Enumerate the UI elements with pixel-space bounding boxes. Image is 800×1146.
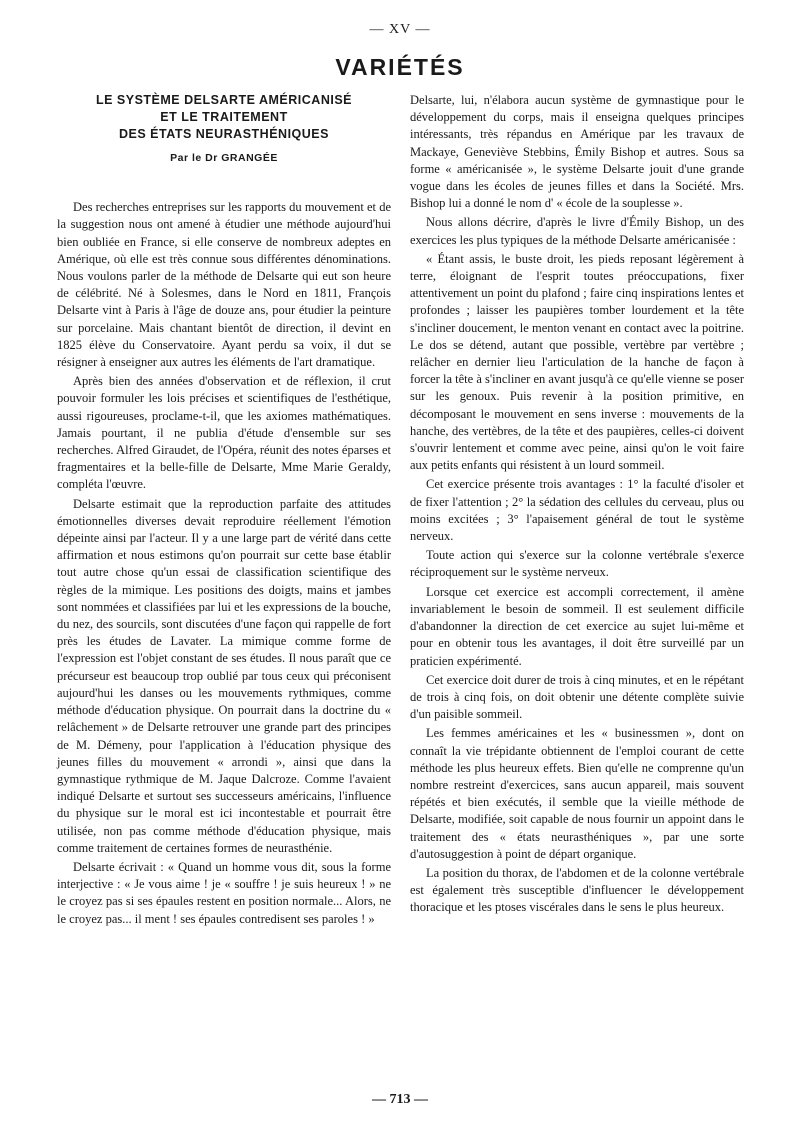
paragraph: Après bien des années d'observation et de réflexion, il crut pouvoir formuler les lois précises et scientifiques de l'esthétique, aussi rigoureuses, proclame-t-il, que les axiomes mathématiques. Jamais pourtant, il ne publia d'étude d'ensemble sur ses recherches. Alfred Giraudet, de l'Opéra, réunit des notes éparses et fragmentaires et la belle-fille de Delsarte, Mme Marie Geraldy, compléta l'œuvre.	[57, 374, 391, 492]
article-title-line-1: LE SYSTÈME DELSARTE AMÉRICANISÉ	[95, 93, 353, 107]
paragraph: Cet exercice présente trois avantages : 1° la faculté d'isoler et de fixer l'attention ; 2° la sédation des cellules du cerveau, plus ou moins excitées ; 3° l'apaisement général de tout le système nerveux.	[410, 477, 744, 544]
paragraph: Cet exercice doit durer de trois à cinq minutes, et en le répétant de trois à cinq fois, on doit obtenir une détente complète suivie d'un paisible sommeil.	[410, 672, 744, 722]
paragraph: « Étant assis, le buste droit, les pieds reposant légèrement à terre, éloignant de l'esprit toutes préoccupations, fixer attentivement un point du plafond ; faire cinq inspirations lentes et profondes ; laisser les paupières tomber lourdement et la tête s'incliner doucement, le menton venant en contact avec la poitrine. Le dos se détend, autant que possible, vertèbre par vertèbre ; relâcher en dernier lieu l'articulation de la hanche de façon à forcer la tête à s'incliner en avant jusqu'à ce qu'elle vienne se poser sur les genoux. Puis revenir à la position primitive, en décomposant le mouvement en sens inverse : mouvements de la hanche, des vertèbres, de la tête et des paupières, celles-ci doivent s'ouvrir lentement et comme avec peine, ainsi qu'on le voit faire aux petits enfants qui résistent à un lourd sommeil.	[410, 251, 744, 473]
roman-page-number: — XV —	[369, 22, 431, 37]
article-title	[57, 92, 391, 143]
paragraph: Les femmes américaines et les « businessmen », dont on connaît la vie trépidante obtiennent de l'emploi courant de cette méthode les plus heureux effets. Bien qu'elle ne comprenne qu'un nombre restreint d'exercices, sans aucun appareil, mais souvent répétés et bien exécutés, il semble que la vieille méthode de Delsarte, modifiée, soit capable de nous fournir un appoint dans le traitement des « états neurasthéniques », par une sorte d'autosuggestion à point de départ organique.	[410, 726, 744, 861]
paragraph: Toute action qui s'exerce sur la colonne vertébrale s'exerce réciproquement sur le système nerveux.	[410, 548, 744, 580]
author-byline: Par le Dr GRANGÉE	[170, 152, 278, 164]
paragraph: La position du thorax, de l'abdomen et de la colonne vertébrale est également très susceptible d'influencer le développement thoracique et les ptoses viscérales dans le sens le plus heureux.	[410, 865, 744, 915]
paragraph: Des recherches entreprises sur les rapports du mouvement et de la suggestion nous ont amené à étudier une méthode aujourd'hui bien oubliée en France, si elle conserve de nombreux adeptes en Amérique, où elle est très connue sous différentes dénominations. Nous voulons parler de la méthode de Delsarte qui eut son heure de célébrité. Né à Solesmes, dans le Nord en 1811, François Delsarte vint à Paris à l'âge de douze ans, pour étudier la peinture sur porcelaine. Mais chantant bientôt de direction, il devint en 1825 élève du Conservatoire. Ayant perdu sa voix, il dut se résigner à enseigner aux autres les éléments de l'art dramatique.	[57, 200, 391, 370]
article-title-line-2: ET LE TRAITEMENT	[160, 110, 288, 124]
paragraph: Lorsque cet exercice est accompli correctement, il amène invariablement le besoin de sommeil. Il est seulement difficile d'abandonner la direction de cet exercice au sujet lui-même et pour en obtenir tous les avantages, il doit être surveillé par un praticien expérimenté.	[410, 584, 744, 668]
article-title-line-3: DES ÉTATS NEURASTHÉNIQUES	[119, 127, 329, 141]
paragraph: Delsarte estimait que la reproduction parfaite des attitudes émotionnelles diverses devait reproduire réellement l'émotion dépeinte ainsi par l'acteur. Il y a une large part de vérité dans cette affirmation et nous estimons qu'on pourrait sur cette base établir tout autre chose qu'un essai de classification scientifique des règles de la mimique. Les positions des doigts, mains et jambes sont nommées et classifiées par lui et les expressions de la bouche, du nez, des sourcils, sont discutées d'une façon qui rappelle de fort près les études de Lavater. La mimique comme forme de l'expression est l'objet constant de ses études. Il nous paraît que ce précurseur est beaucoup trop oublié par tous ceux qui préconisent aujourd'hui les danses ou les mouvements rythmiques, comme méthode d'éducation physique. On pourrait dans la doctrine du « relâchement » de Delsarte retrouver une grande part des principes de M. Démeny, pour l'application à l'éducation physique des jeunes filles du mouvement « arrondi », ainsi que dans la gymnastique rythmique de M. Jaque Dalcroze. Comme l'avaient indiqué Delsarte et surtout ses successeurs américains, l'influence du physique sur le moral est ici incontestable et pourrait être utilisée, non pas comme méthode d'éducation physique, mais comme traitement de certaines formes de neurasthénie.	[57, 496, 391, 855]
paragraph: Delsarte écrivait : « Quand un homme vous dit, sous la forme interjective : « Je vous aime ! je « souffre ! je suis heureux ! » ne le croyez pas si ses épaules restent en position normale... Alors, ne le croyez pas... il ment ! ses épaules contredisent ses paroles ! »	[57, 859, 391, 926]
paragraph: Delsarte, lui, n'élabora aucun système de gymnastique pour le développement du corps, mais il enseigna quelques principes intéressants, très répandus en Amérique par les travaux de Mackaye, Geneviève Stebbins, Émily Bishop et autres. Sous sa forme « américanisée », le système Delsarte jouit d'une grande vogue dans les écoles de jeunes filles et dans la Société. Mrs. Bishop lui a donné le nom d' « école de la souplesse ».	[410, 93, 744, 211]
section-title: VARIÉTÉS	[335, 54, 465, 80]
right-column	[410, 92, 744, 919]
left-column	[57, 92, 391, 930]
page-number: — 713 —	[372, 1092, 428, 1107]
paragraph: Nous allons décrire, d'après le livre d'Émily Bishop, un des exercices les plus typiques de la méthode Delsarte américanisée :	[410, 215, 744, 247]
